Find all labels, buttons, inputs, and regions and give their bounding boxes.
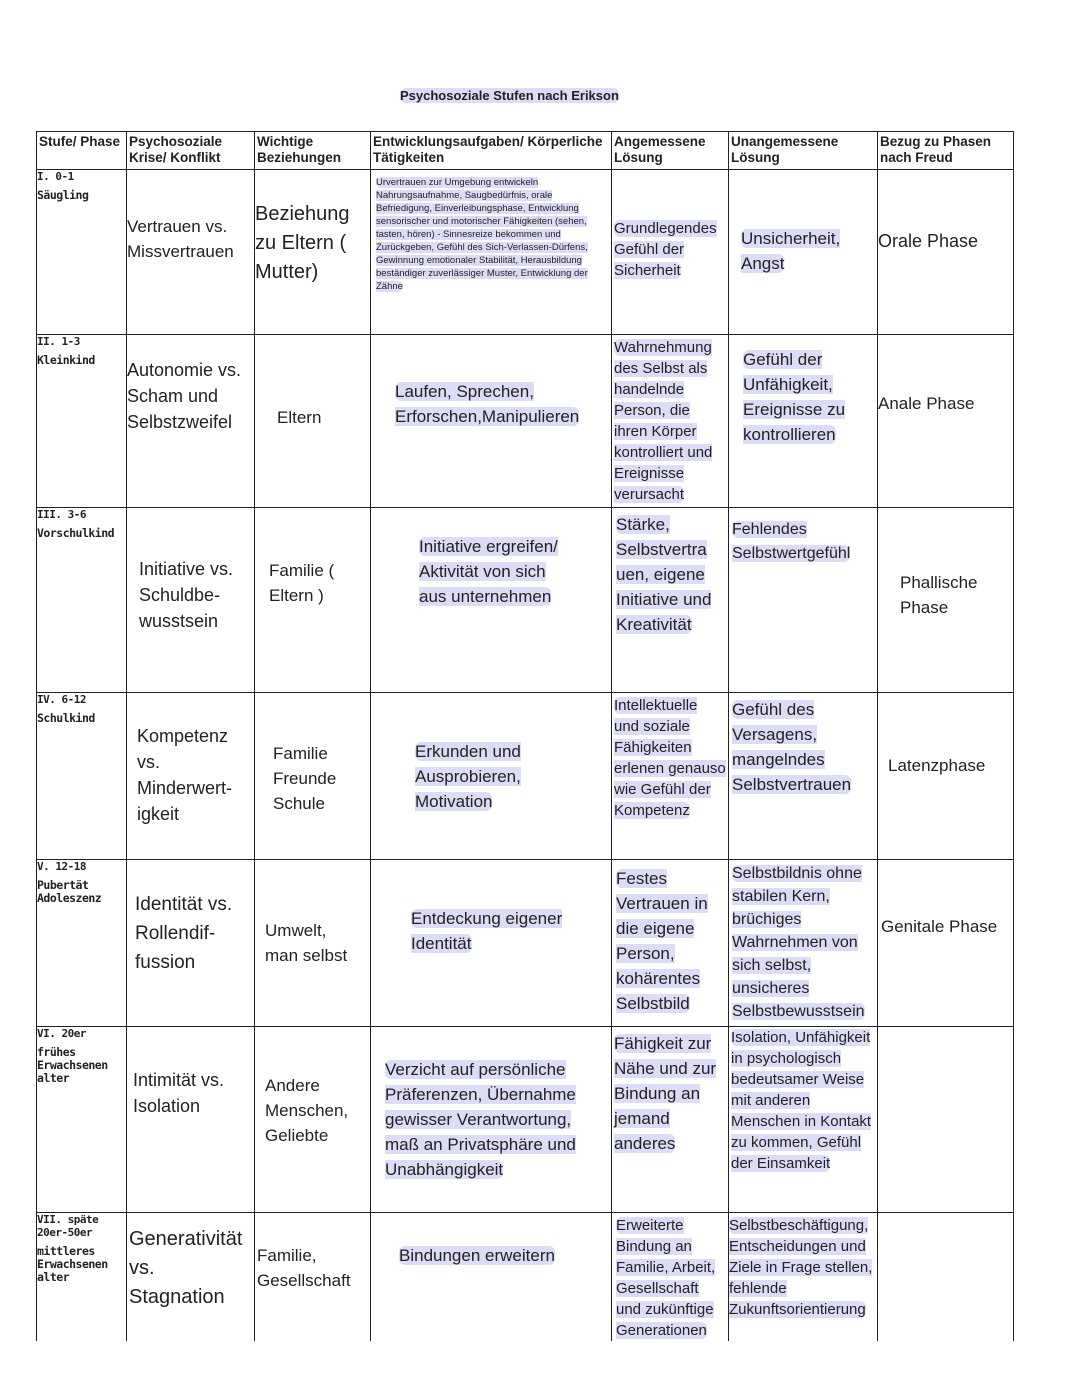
- tasks-cell: Urvertrauen zur Umgebung entwickeln Nahrungsaufnahme, Saugbedürfnis, orale Befriedigung, Einverleibungsphase, Entwicklung sensorischer und motorischer Fähigkeiten (sehen, tasten, hören) - Sinnesreize bekommen und Zurückgeben, Gefühl des Sich-Verlassen-Dürfens, Gewinnung emotionaler Stabilität, Herausbildung beständiger zuverlässiger Muster, Entwicklung der Zähne: [371, 170, 612, 335]
- freud-cell: Genitale Phase: [878, 860, 1014, 1027]
- stage-cell: VII. späte 20er-50er mittleres Erwachsenen alter: [37, 1213, 127, 1342]
- relations-cell: Eltern: [255, 335, 371, 508]
- crisis-cell: Kompetenz vs. Minderwert- igkeit: [127, 693, 255, 860]
- table-row: [37, 1213, 1014, 1342]
- crisis-cell: Intimität vs. Isolation: [127, 1027, 255, 1213]
- stage-cell: I. 0-1 Säugling: [37, 170, 127, 335]
- relations-cell: Beziehung zu Eltern ( Mutter): [255, 170, 371, 335]
- freud-cell: [878, 1027, 1014, 1213]
- crisis-cell: Generativität vs. Stagnation: [127, 1213, 255, 1342]
- relations-cell: Familie ( Eltern ): [255, 508, 371, 693]
- inadequate-cell: Fehlendes Selbstwertgefühl: [729, 508, 878, 693]
- table-row: [37, 508, 1014, 693]
- inadequate-cell: Unsicherheit, Angst: [729, 170, 878, 335]
- freud-cell: Phallische Phase: [878, 508, 1014, 693]
- inadequate-cell: Selbstbildnis ohne stabilen Kern, brüchiges Wahrnehmen von sich selbst, unsicheres Selbstbewusstsein: [729, 860, 878, 1027]
- relations-cell: Andere Menschen, Geliebte: [255, 1027, 371, 1213]
- crisis-cell: Autonomie vs. Scham und Selbstzweifel: [127, 335, 255, 508]
- tasks-cell: Bindungen erweitern: [371, 1213, 612, 1342]
- header-krise: Psychosoziale Krise/ Konflikt: [127, 132, 255, 170]
- adequate-cell: Fähigkeit zur Nähe und zur Bindung an jemand anderes: [612, 1027, 729, 1213]
- crisis-cell: Identität vs. Rollendif- fussion: [127, 860, 255, 1027]
- adequate-cell: Wahrnehmung des Selbst als handelnde Person, die ihren Körper kontrolliert und Ereignisse verursacht: [612, 335, 729, 508]
- tasks-cell: Erkunden und Ausprobieren, Motivation: [371, 693, 612, 860]
- tasks-cell: Laufen, Sprechen, Erforschen,Manipulieren: [371, 335, 612, 508]
- header-freud: Bezug zu Phasen nach Freud: [878, 132, 1014, 170]
- adequate-cell: Stärke, Selbstvertra uen, eigene Initiative und Kreativität: [612, 508, 729, 693]
- header-angemessen: Angemessene Lösung: [612, 132, 729, 170]
- freud-cell: Anale Phase: [878, 335, 1014, 508]
- header-beziehungen: Wichtige Beziehungen: [255, 132, 371, 170]
- stage-cell: V. 12-18 Pubertät Adoleszenz: [37, 860, 127, 1027]
- adequate-cell: Intellektuelle und soziale Fähigkeiten erlenen genauso wie Gefühl der Kompetenz: [612, 693, 729, 860]
- relations-cell: Umwelt, man selbst: [255, 860, 371, 1027]
- stage-cell: II. 1-3 Kleinkind: [37, 335, 127, 508]
- stage-cell: VI. 20er frühes Erwachsenen alter: [37, 1027, 127, 1213]
- freud-cell: [878, 1213, 1014, 1342]
- inadequate-cell: Gefühl des Versagens, mangelndes Selbstvertrauen: [729, 693, 878, 860]
- table-row: [37, 1027, 1014, 1213]
- inadequate-cell: Gefühl der Unfähigkeit, Ereignisse zu kontrollieren: [729, 335, 878, 508]
- header-unangemessen: Unangemessene Lösung: [729, 132, 878, 170]
- inadequate-cell: Selbstbeschäftigung, Entscheidungen und Ziele in Frage stellen, fehlende Zukunftsorientierung: [729, 1213, 878, 1342]
- table-row: [37, 693, 1014, 860]
- header-aufgaben: Entwicklungsaufgaben/ Körperliche Tätigkeiten: [371, 132, 612, 170]
- header-stufe: Stufe/ Phase: [37, 132, 127, 170]
- table-row: [37, 170, 1014, 335]
- tasks-cell: Verzicht auf persönliche Präferenzen, Übernahme gewisser Verantwortung, maß an Privatsphäre und Unabhängigkeit: [371, 1027, 612, 1213]
- freud-cell: Orale Phase: [878, 170, 1014, 335]
- crisis-cell: Initiative vs. Schuldbe- wusstsein: [127, 508, 255, 693]
- table-row: [37, 335, 1014, 508]
- crisis-cell: Vertrauen vs. Missvertrauen: [127, 170, 255, 335]
- page-title: Psychosoziale Stufen nach Erikson: [400, 88, 619, 103]
- adequate-cell: Erweiterte Bindung an Familie, Arbeit, Gesellschaft und zukünftige Generationen: [612, 1213, 729, 1342]
- tasks-cell: Initiative ergreifen/ Aktivität von sich aus unternehmen: [371, 508, 612, 693]
- stage-cell: III. 3-6 Vorschulkind: [37, 508, 127, 693]
- freud-cell: Latenzphase: [878, 693, 1014, 860]
- erikson-table: [36, 131, 1014, 1341]
- tasks-cell: Entdeckung eigener Identität: [371, 860, 612, 1027]
- stage-cell: IV. 6-12 Schulkind: [37, 693, 127, 860]
- adequate-cell: Grundlegendes Gefühl der Sicherheit: [612, 170, 729, 335]
- relations-cell: Familie, Gesellschaft: [255, 1213, 371, 1342]
- table-header-row: [37, 132, 1014, 170]
- inadequate-cell: Isolation, Unfähigkeit in psychologisch bedeutsamer Weise mit anderen Menschen in Kontakt zu kommen, Gefühl der Einsamkeit: [729, 1027, 878, 1213]
- adequate-cell: Festes Vertrauen in die eigene Person, kohärentes Selbstbild: [612, 860, 729, 1027]
- table-row: [37, 860, 1014, 1027]
- relations-cell: Familie Freunde Schule: [255, 693, 371, 860]
